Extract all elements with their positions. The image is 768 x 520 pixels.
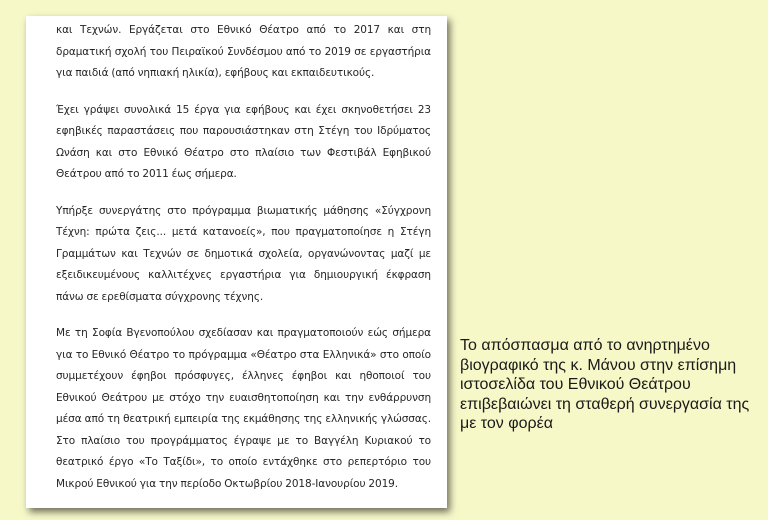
paragraph-3: Υπήρξε συνεργάτης στο πρόγραμμα βιωματικής μάθησης «Σύγχρονη Τέχνη: πρώτα ζεις... μετά κατανοείς», που πραγματοποίησε η Στέγη Γραμμάτων και Τεχνών σε δημοτικά σχολεία, οργανώνοντας μαζί με εξειδικευμένους καλλιτέχνες εργαστήρια για δημιουργική έκφραση πάνω σε ερεθίσματα σύγχρονης τέχνης.	[56, 204, 431, 303]
paragraph-1: και Τεχνών. Εργάζεται στο Εθνικό Θέατρο από το 2017 και στη δραματική σχολή του Πειραϊκού Συνδέσμου από το 2019 σε εργαστήρια για παιδιά (από νηπιακή ηλικία), εφήβους και εκπαιδευτικούς.	[56, 24, 431, 79]
caption-text: Το απόσπασμα από το ανηρτημένο βιογραφικό της κ. Μάνου στην επίσημη ιστοσελίδα του Εθνικού Θεάτρου επιβεβαιώνει τη σταθερή συνεργασία της με τον φορέα	[460, 337, 750, 432]
paragraph-4: Με τη Σοφία Βγενοπούλου σχεδίασαν και πραγματοποιούν εώς σήμερα για το Εθνικό Θέατρο το πρόγραμμα «Θέατρο στα Ελληνικά» στο οποίο συμμετέχουν έφηβοι πρόσφυγες, έλληνες έφηβοι και ηθοποιοί του Εθνικού Θεάτρου με στόχο την ευαισθητοποίηση και την ενθάρρυνση μέσα από τη θεατρική εμπειρία της εκμάθησης της ελληνικής γλώσσας. Στο πλαίσιο του προγράμματος έγραψε με το Βαγγέλη Κυριακού το θεατρικό έργο «Το Ταξίδι», το οποίο εντάχθηκε στο ρεπερτόριο του Μικρού Εθνικού για την περίοδο Οκτωβρίου 2018-Ιανουρίου 2019.	[56, 327, 431, 490]
document-excerpt	[26, 16, 447, 508]
paragraph-2: Έχει γράψει συνολικά 15 έργα για εφήβους και έχει σκηνοθετήσει 23 εφηβικές παραστάσεις που παρουσιάστηκαν στη Στέγη του Ιδρύματος Ωνάση και στο Εθνικό Θέατρο στο πλαίσιο των Φεστιβάλ Εφηβικού Θεάτρου από το 2011 έως σήμερα.	[56, 103, 431, 180]
